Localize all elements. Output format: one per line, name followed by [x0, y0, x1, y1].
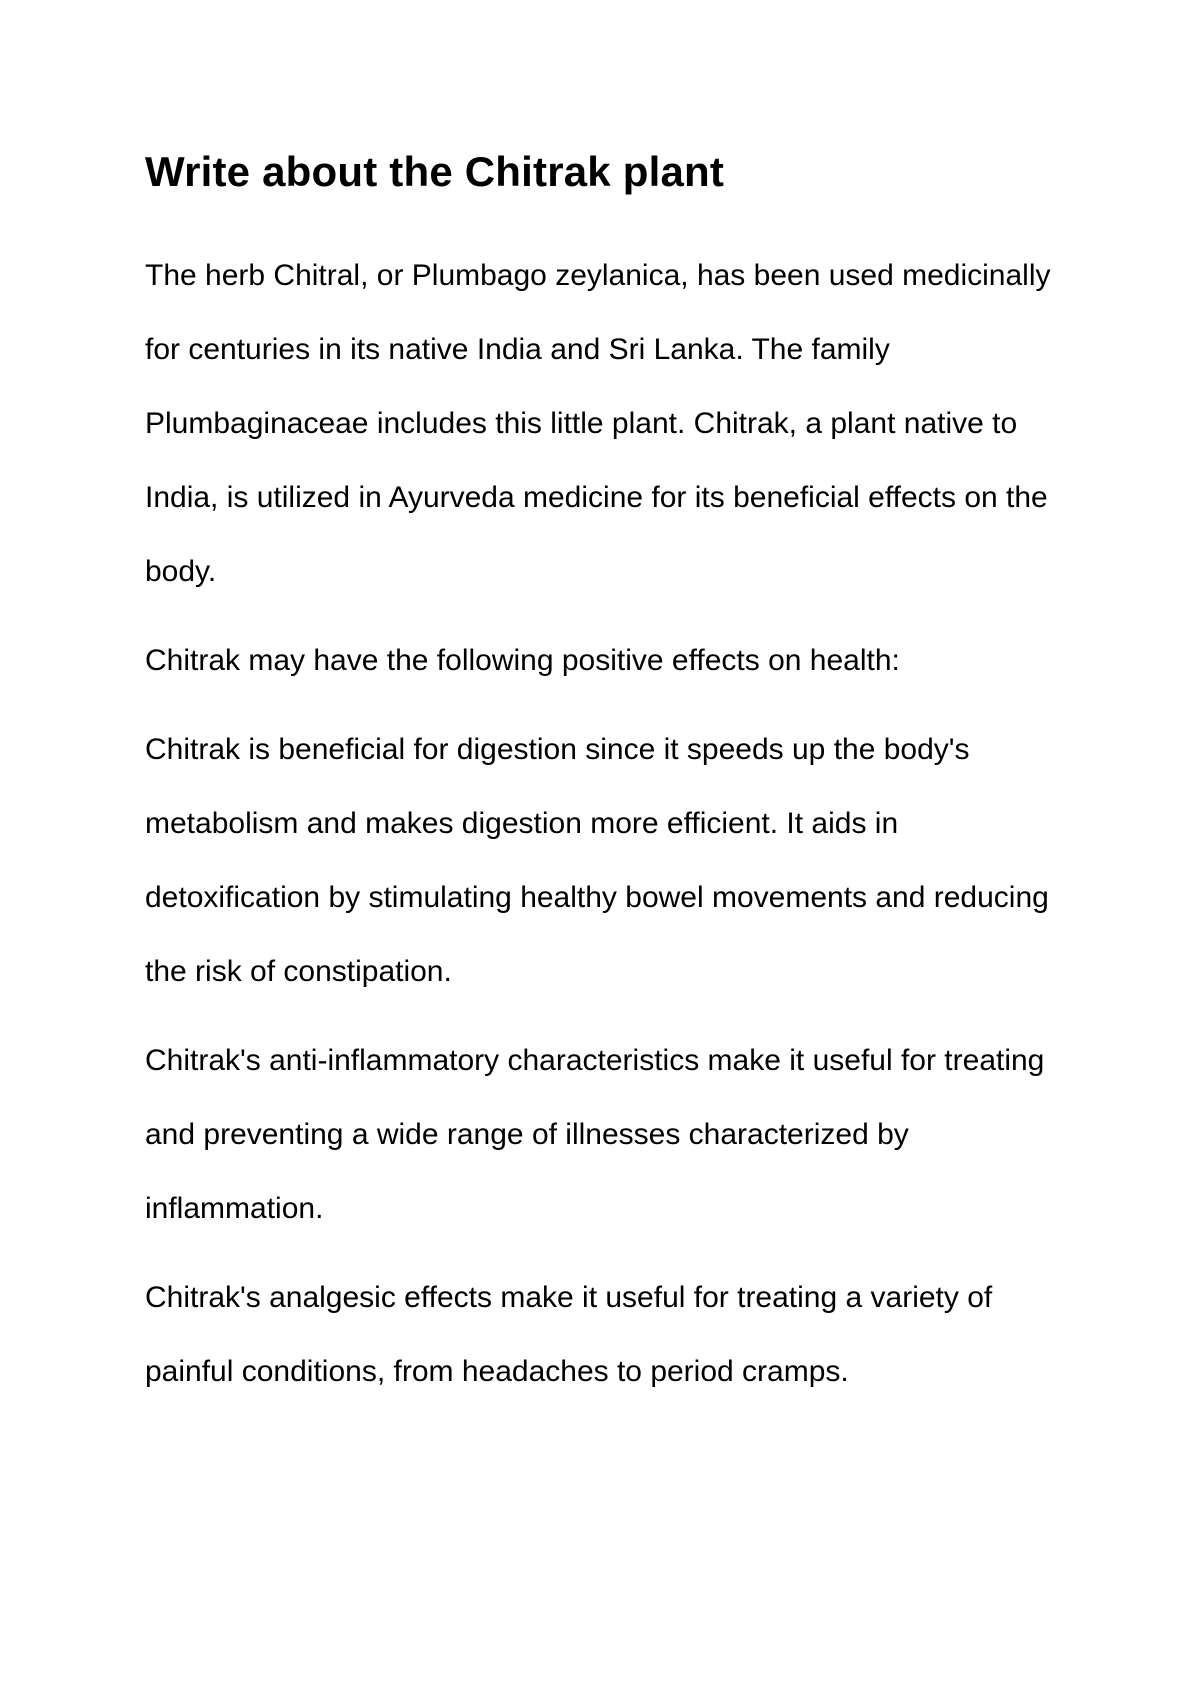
document-title: Write about the Chitrak plant	[145, 148, 725, 195]
document-body	[145, 140, 1065, 1409]
paragraph-digestion: Chitrak is beneficial for digestion since it speeds up the body's metabolism and makes digestion more efficient. It aids in detoxification by stimulating healthy bowel movements and reducing the risk of constipation.	[145, 733, 1049, 988]
paragraph-benefits-lead: Chitrak may have the following positive effects on health:	[145, 644, 900, 677]
paragraph-intro: The herb Chitral, or Plumbago zeylanica, has been used medicinally for centuries in its native India and Sri Lanka. The family Plumbaginaceae includes this little plant. Chitrak, a plant native to India, is utilized in Ayurveda medicine for its beneficial effects on the body.	[145, 259, 1051, 588]
paragraph-anti-inflammatory: Chitrak's anti-inflammatory characteristics make it useful for treating and preventing a wide range of illnesses characterized by inflammation.	[145, 1044, 1045, 1225]
paragraph-analgesic: Chitrak's analgesic effects make it useful for treating a variety of painful conditions, from headaches to period cramps.	[145, 1281, 993, 1388]
